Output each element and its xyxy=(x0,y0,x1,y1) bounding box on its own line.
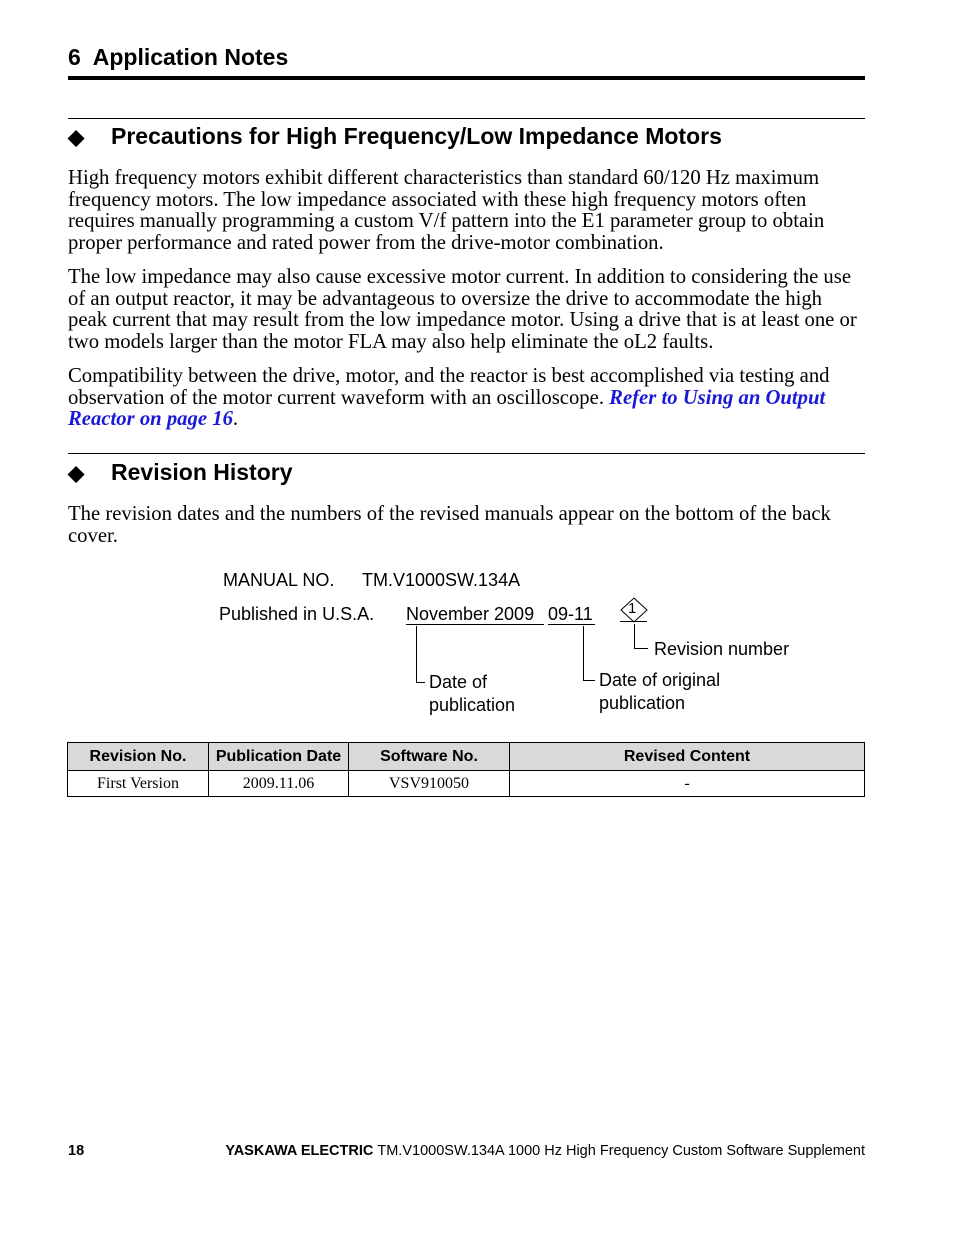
date-of-original-label-line2: publication xyxy=(599,693,686,713)
published-label: Published in U.S.A. xyxy=(219,604,375,624)
footer-doc-title: TM.V1000SW.134A 1000 Hz High Frequency Custom Software Supplement xyxy=(377,1143,865,1159)
footer-brand: YASKAWA ELECTRIC xyxy=(225,1143,374,1159)
section-heading-precautions xyxy=(68,123,722,150)
footer-text xyxy=(225,1143,865,1159)
original-date-underline xyxy=(548,624,595,625)
revision-number-label: Revision number xyxy=(654,639,790,659)
table-row xyxy=(68,771,865,797)
chapter-title-text: Application Notes xyxy=(92,44,289,70)
leader-line xyxy=(416,626,417,683)
section-divider xyxy=(68,453,865,454)
section-heading-text: Precautions for High Frequency/Low Impedance Motors xyxy=(111,123,722,149)
column-header: Software No. xyxy=(349,743,510,771)
paragraph: The revision dates and the numbers of the revised manuals appear on the bottom of the back cover. xyxy=(68,503,831,547)
paragraph-end: . xyxy=(232,408,239,430)
chapter-rule xyxy=(68,76,865,80)
date-of-original-label-line1: Date of original xyxy=(599,670,721,690)
table-cell: First Version xyxy=(68,771,209,797)
table-cell: - xyxy=(510,771,865,797)
paragraph: The low impedance may also cause excessive motor current. In addition to considering the use of an output reactor, it may be advantageous to oversize the drive to accommodate the high peak current that may result from the low impedance motor. Using a drive that is at least one or two models larger than the motor FLA may also help eliminate the oL2 faults. xyxy=(68,266,857,353)
revision-number: 1 xyxy=(628,600,637,617)
diamond-bullet-icon: ◆ xyxy=(68,462,85,485)
leader-line xyxy=(634,648,648,649)
publication-date-underline xyxy=(406,624,544,625)
section-divider xyxy=(68,118,865,119)
revision-table xyxy=(67,742,865,797)
original-date: 09-11 xyxy=(548,604,593,624)
table-cell: VSV910050 xyxy=(349,771,510,797)
cross-reference-link[interactable]: Refer to Using an Output Reactor on page 16 xyxy=(68,386,826,430)
section-heading-revision-history xyxy=(68,459,293,486)
leader-line xyxy=(583,680,595,681)
paragraph: High frequency motors exhibit different characteristics than standard 60/120 Hz maximum frequency motors. The low impedance associated with these high frequency motors often requires manually programming a custom V/f pattern into the E1 parameter group to obtain proper performance and rated power from the drive-motor combination. xyxy=(68,167,825,254)
column-header: Publication Date xyxy=(209,743,349,771)
column-header: Revision No. xyxy=(68,743,209,771)
manual-no-value: TM.V1000SW.134A xyxy=(362,570,521,590)
leader-line xyxy=(416,682,425,683)
date-of-publication-label-line1: Date of xyxy=(429,672,488,692)
section-heading-text: Revision History xyxy=(111,459,293,485)
table-header-row xyxy=(68,743,865,771)
manual-no-label: MANUAL NO. xyxy=(223,570,335,590)
date-of-publication-label-line2: publication xyxy=(429,695,516,715)
paragraph-text: Compatibility between the drive, motor, and the reactor is best accomplished via testing and observation of the motor current waveform with an oscilloscope. xyxy=(68,365,830,409)
paragraph xyxy=(68,366,865,431)
leader-line xyxy=(583,626,584,681)
table-cell: 2009.11.06 xyxy=(209,771,349,797)
publication-date: November 2009 xyxy=(406,604,535,624)
page-number: 18 xyxy=(68,1143,85,1159)
leader-line xyxy=(634,624,635,649)
chapter-number: 6 xyxy=(68,44,81,70)
chapter-title xyxy=(68,44,288,71)
diamond-bullet-icon: ◆ xyxy=(68,126,85,149)
column-header: Revised Content xyxy=(510,743,865,771)
